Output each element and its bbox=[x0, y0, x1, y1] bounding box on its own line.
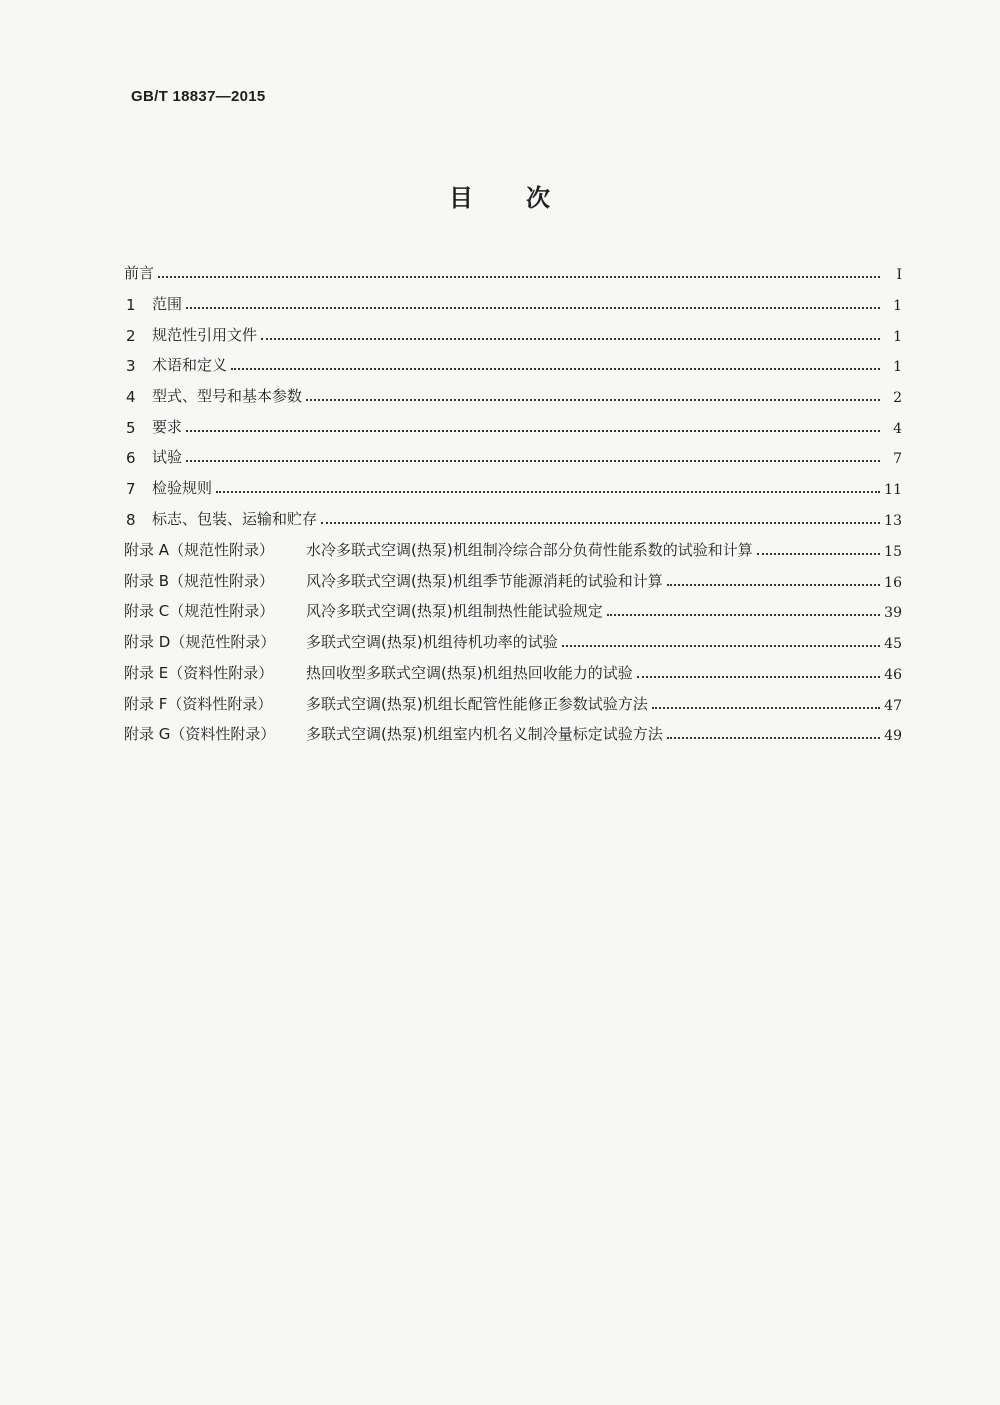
toc-appendix-id: 附录 D（规范性附录） bbox=[124, 633, 276, 651]
toc-page-number: 1 bbox=[893, 359, 902, 375]
toc-page-number: 46 bbox=[884, 667, 902, 683]
toc-dot-leader bbox=[261, 338, 880, 340]
toc-row[interactable] bbox=[124, 411, 902, 437]
toc-label: 多联式空调(热泵)机组待机功率的试验 bbox=[306, 633, 558, 651]
toc-label: 术语和定义 bbox=[152, 356, 228, 374]
toc-label: 要求 bbox=[152, 418, 183, 436]
toc-label: 检验规则 bbox=[152, 479, 213, 497]
toc-label: 规范性引用文件 bbox=[152, 326, 258, 344]
toc-page-number: 1 bbox=[893, 329, 902, 345]
toc-row[interactable] bbox=[124, 565, 902, 591]
toc-dot-leader bbox=[562, 645, 880, 647]
toc-dot-leader bbox=[216, 491, 880, 493]
toc-row[interactable] bbox=[124, 534, 902, 560]
toc-appendix-id: 附录 C（规范性附录） bbox=[124, 602, 275, 620]
toc-section-number: 2 bbox=[126, 327, 136, 345]
toc-section-number: 8 bbox=[126, 511, 136, 529]
toc-row[interactable] bbox=[124, 288, 902, 314]
title-char: 目 bbox=[449, 184, 474, 212]
toc-label: 型式、型号和基本参数 bbox=[152, 387, 303, 405]
toc-appendix-id: 附录 B（规范性附录） bbox=[124, 572, 275, 590]
toc-dot-leader bbox=[306, 399, 880, 401]
toc-row[interactable] bbox=[124, 349, 902, 375]
toc-row[interactable] bbox=[124, 257, 902, 283]
toc-section-number: 7 bbox=[126, 480, 136, 498]
toc-page-number: 45 bbox=[884, 636, 902, 652]
toc-dot-leader bbox=[607, 614, 880, 616]
toc-row[interactable] bbox=[124, 657, 902, 683]
toc-page-number: 1 bbox=[893, 298, 902, 314]
toc-label: 试验 bbox=[152, 448, 183, 466]
toc-page-number: 4 bbox=[893, 421, 902, 437]
toc-dot-leader bbox=[667, 584, 880, 586]
toc-appendix-id: 附录 F（资料性附录） bbox=[124, 695, 273, 713]
toc-dot-leader bbox=[186, 307, 880, 309]
toc-appendix-id: 附录 A（规范性附录） bbox=[124, 541, 275, 559]
toc-page-number: 49 bbox=[884, 728, 902, 744]
toc-label: 热回收型多联式空调(热泵)机组热回收能力的试验 bbox=[306, 664, 633, 682]
toc-row[interactable] bbox=[124, 319, 902, 345]
toc-row[interactable] bbox=[124, 503, 902, 529]
toc-page-number: Ⅰ bbox=[896, 267, 902, 283]
toc-dot-leader bbox=[321, 522, 880, 524]
toc-label: 前言 bbox=[124, 264, 155, 282]
toc-dot-leader bbox=[231, 368, 880, 370]
toc-label: 水冷多联式空调(热泵)机组制冷综合部分负荷性能系数的试验和计算 bbox=[306, 541, 753, 559]
toc-section-number: 5 bbox=[126, 419, 136, 437]
toc-dot-leader bbox=[186, 430, 880, 432]
toc-dot-leader bbox=[637, 676, 880, 678]
toc-page-number: 39 bbox=[884, 605, 902, 621]
toc-appendix-id: 附录 E（资料性附录） bbox=[124, 664, 274, 682]
toc-row[interactable] bbox=[124, 688, 902, 714]
toc-appendix-id: 附录 G（资料性附录） bbox=[124, 725, 276, 743]
toc-page-number: 13 bbox=[884, 513, 902, 529]
toc-row[interactable] bbox=[124, 718, 902, 744]
page-title bbox=[0, 178, 1000, 213]
toc-page-number: 16 bbox=[884, 575, 902, 591]
toc-dot-leader bbox=[186, 460, 880, 462]
toc-section-number: 6 bbox=[126, 449, 136, 467]
toc-page-number: 2 bbox=[893, 390, 902, 406]
toc-section-number: 4 bbox=[126, 388, 136, 406]
toc-page-number: 47 bbox=[884, 698, 902, 714]
toc-label: 风冷多联式空调(热泵)机组制热性能试验规定 bbox=[306, 602, 603, 620]
toc-row[interactable] bbox=[124, 626, 902, 652]
toc-row[interactable] bbox=[124, 595, 902, 621]
toc-label: 多联式空调(热泵)机组室内机名义制冷量标定试验方法 bbox=[306, 725, 663, 743]
standard-code: GB/T 18837—2015 bbox=[131, 88, 266, 105]
toc-dot-leader bbox=[652, 707, 880, 709]
toc-label: 标志、包装、运输和贮存 bbox=[152, 510, 318, 528]
toc-row[interactable] bbox=[124, 472, 902, 498]
toc-label: 多联式空调(热泵)机组长配管性能修正参数试验方法 bbox=[306, 695, 648, 713]
toc-label: 风冷多联式空调(热泵)机组季节能源消耗的试验和计算 bbox=[306, 572, 663, 590]
toc-section-number: 1 bbox=[126, 296, 136, 314]
title-char: 次 bbox=[526, 184, 551, 212]
toc-page-number: 11 bbox=[884, 482, 902, 498]
toc-dot-leader bbox=[667, 737, 880, 739]
toc-row[interactable] bbox=[124, 441, 902, 467]
toc-dot-leader bbox=[757, 553, 880, 555]
toc-page-number: 7 bbox=[893, 451, 902, 467]
toc-dot-leader bbox=[158, 276, 880, 278]
toc-section-number: 3 bbox=[126, 357, 136, 375]
toc-label: 范围 bbox=[152, 295, 183, 313]
toc-page-number: 15 bbox=[884, 544, 902, 560]
toc-row[interactable] bbox=[124, 380, 902, 406]
